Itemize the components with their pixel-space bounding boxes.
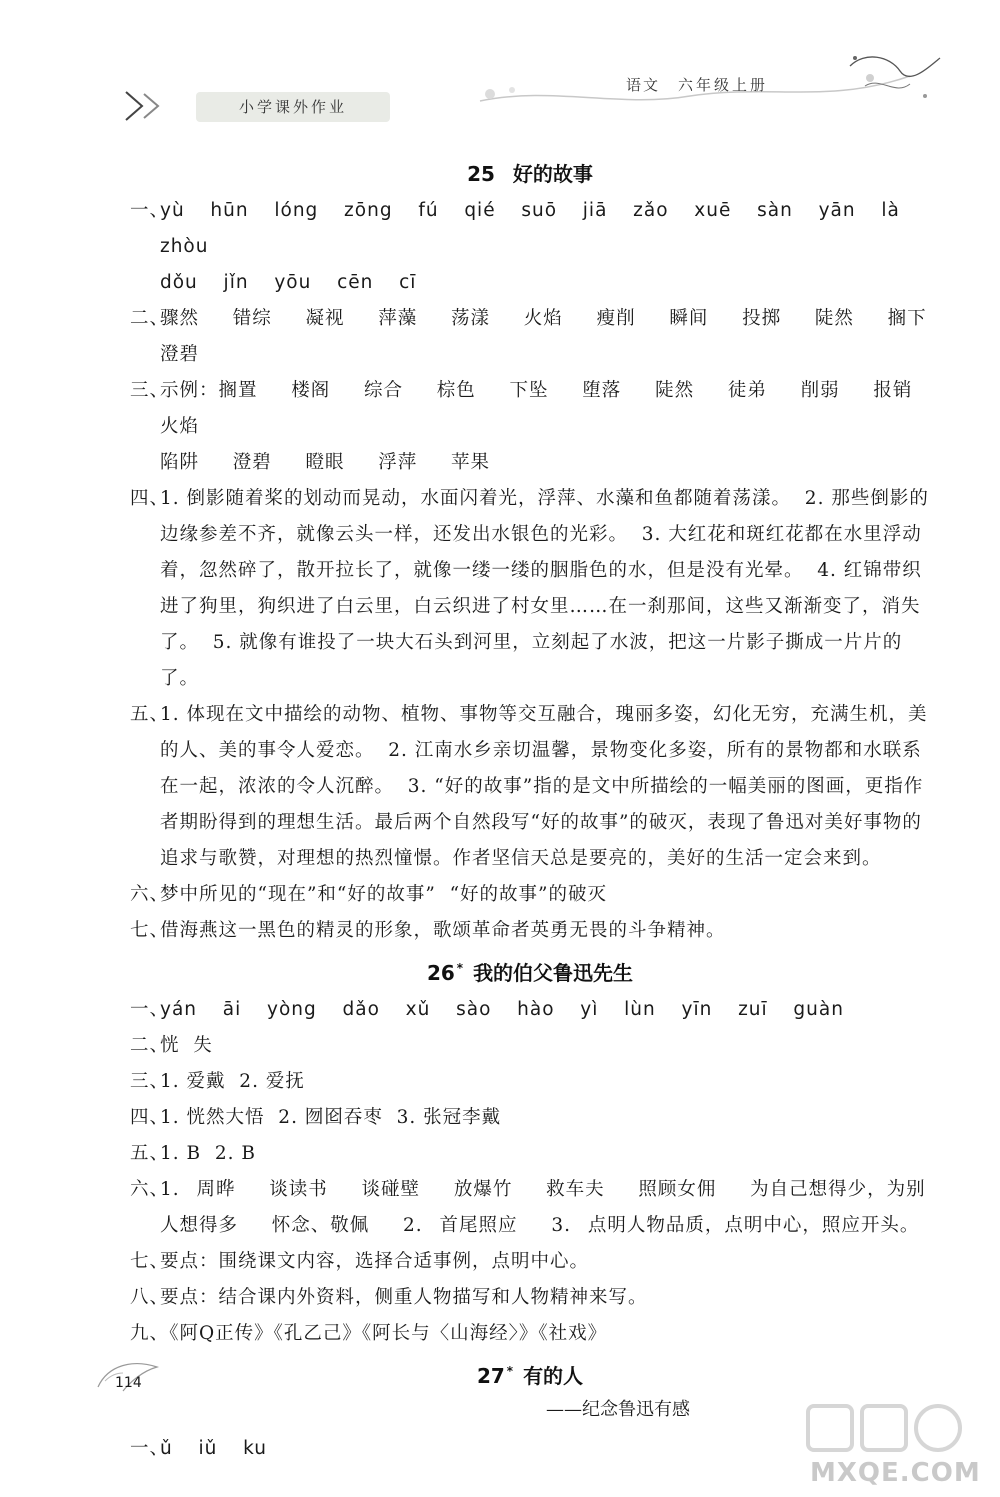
answer-item: 五、 1. B 2. B [130, 1143, 257, 1164]
grade-label: 六年级上册 [678, 76, 769, 94]
page-number [93, 1357, 163, 1397]
book-title: 小学课外作业 [196, 92, 390, 122]
answer-content [130, 150, 961, 1467]
answer-item: 一、 ǔ iǔ ku [130, 1438, 267, 1459]
lesson-26-title: 26 * 我的伯父鲁迅先生 [426, 961, 634, 985]
watermark-logo [780, 1400, 990, 1460]
answer-item: 七、 要点：围绕课文内容，选择合适事例，点明中心。 [130, 1251, 590, 1272]
double-chevron-icon [122, 88, 182, 124]
answer-item: 三、 1. 爱戴 2. 爱抚 [130, 1071, 305, 1092]
lesson-25-title: 25 好的故事 [467, 162, 593, 186]
watermark-site: MXQE.COM [810, 1458, 981, 1488]
answer-item: 四、 1. 恍然大悟 2. 囫囵吞枣 3. 张冠李戴 [130, 1107, 502, 1128]
answer-item: 七、 借海燕这一黑色的精灵的形象，歌颂革命者英勇无畏的斗争精神。 [130, 920, 726, 941]
answer-item: 二、 恍 失 [130, 1035, 213, 1056]
answer-item: 六、 梦中所见的“现在”和“好的故事” “好的故事”的破灭 [130, 884, 608, 905]
answer-item: 一、 yù hūn lóng zōng fú qié suō jiā zǎo xuē sàn yān là zhòu dǒu jǐn yōu cēn cī [130, 200, 900, 293]
answer-item: 二、 骤然 错综 凝视 萍藻 荡漾 火焰 瘦削 瞬间 投掷 陡然 搁下 澄碧 [130, 308, 961, 365]
page-number-text: 114 [115, 1375, 142, 1391]
answer-item: 四、 1. 倒影随着桨的划动而晃动，水面闪着光，浮萍、水藻和鱼都随着荡漾。 2. 那些倒影的边缘参差不齐，就像云头一样，还发出水银色的光彩。 3. 大红花和斑红花都在水里浮动着，忽然碎了，散开拉长了，就像一缕一缕的胭脂色的水，但是没有光晕。 4. 红锦带织进了狗里，狗织进了白云里，白云织进了村女里……在一刹那间，这些又渐渐变了，消失了。 5. 就像有谁投了一块大石头到河里，立刻起了水波，把这一片影子撕成一片片的了。 [130, 488, 929, 689]
answer-item: 三、 示例：搁置 楼阁 综合 棕色 下坠 堕落 陡然 徒弟 削弱 报销 火焰 陷阱 澄碧 瞪眼 浮萍 苹果 [130, 380, 913, 473]
answer-item: 六、 1. 周晔 谈读书 谈碰壁 放爆竹 救车夫 照顾女佣 为自己想得少，为别人想得多 怀念、敬佩 2. 首尾照应 3. 点明人物品质，点明中心，照应开头。 [130, 1179, 926, 1236]
page-header [0, 0, 1000, 150]
subject-grade [626, 74, 768, 95]
watermark [780, 1400, 990, 1492]
lesson-27-subtitle: ——纪念鲁迅有感 [546, 1399, 690, 1420]
subject-label: 语文 [626, 76, 661, 94]
lesson-27-title: 27 * 有的人 [476, 1364, 584, 1388]
answer-item: 一、 yán āi yòng dǎo xǔ sào hào yì lùn yīn zuī guàn [130, 999, 844, 1020]
answer-item: 五、 1. 体现在文中描绘的动物、植物、事物等交互融合，瑰丽多姿，幻化无穷，充满生机，美的人、美的事令人爱恋。 2. 江南水乡亲切温馨，景物变化多姿，所有的景物都和水联系在一起，浓浓的令人沉醉。 3. “好的故事”指的是文中所描绘的一幅美丽的图画，更指作者期盼得到的理想生活。最后两个自然段写“好的故事”的破灭，表现了鲁迅对美好事物的追求与歌赞，对理想的热烈憧憬。作者坚信天总是要亮的，美好的生活一定会来到。 [130, 704, 928, 869]
answer-item: 八、 要点：结合课内外资料，侧重人物描写和人物精神来写。 [130, 1287, 648, 1308]
answer-item: 九、 《阿Q正传》《孔乙己》《阿长与〈山海经〉》《社戏》 [130, 1323, 608, 1344]
